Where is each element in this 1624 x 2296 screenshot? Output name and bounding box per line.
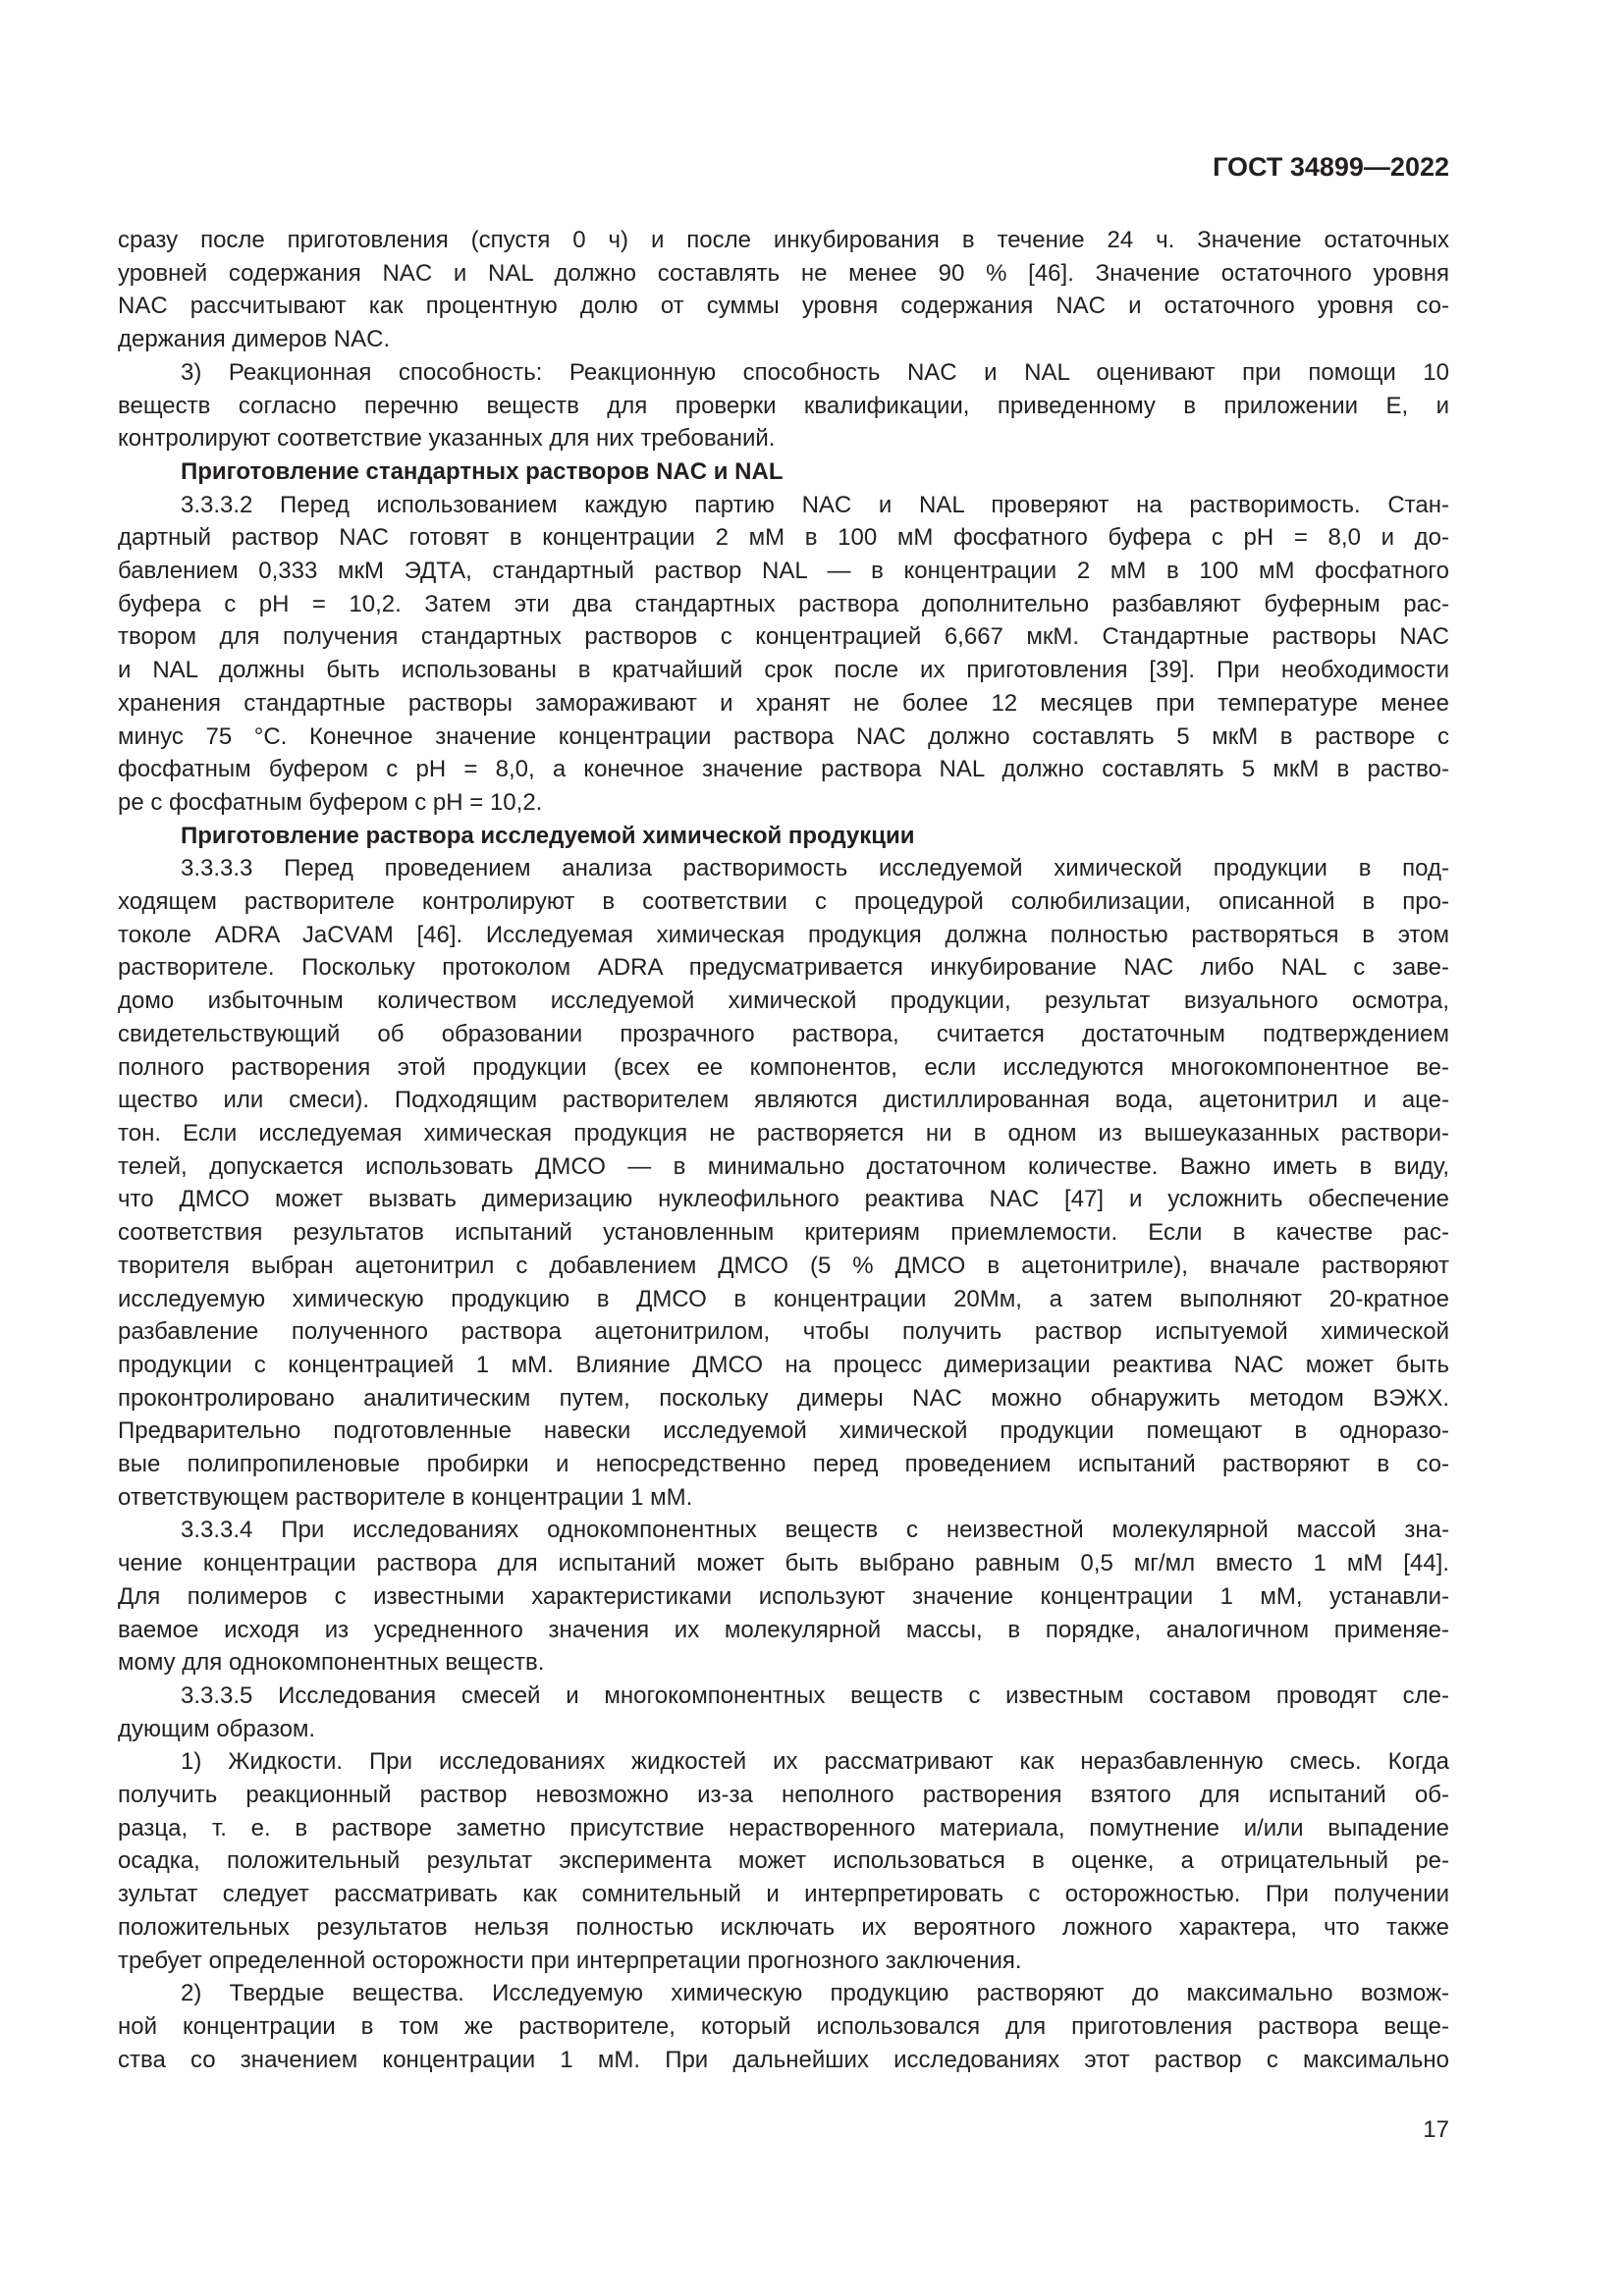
paragraph [118, 1745, 1449, 1977]
section-title [118, 455, 1449, 489]
text-line: токоле ADRA JaCVAM [46]. Исследуемая химическая продукция должна полностью растворяться в этом [118, 921, 1449, 948]
text-line: телей, допускается использовать ДМСО — в минимально достаточном количестве. Важно иметь в виду, [118, 1152, 1449, 1180]
text-line: твором для получения стандартных растворов с концентрацией 6,667 мкМ. Стандартные растворы NAC [118, 623, 1449, 651]
text-line: мому для однокомпонентных веществ. [118, 1649, 545, 1677]
text-line: минус 75 °С. Конечное значение концентрации раствора NAC должно составлять 5 мкМ в растворе с [118, 722, 1449, 750]
text-line: 3) Реакционная способность: Реакционную способность NAC и NAL оценивают при помощи 10 [181, 358, 1449, 386]
paragraph [118, 1977, 1449, 2076]
text-line: положительных результатов нельзя полностью исключать их вероятного ложного характера, что также [118, 1913, 1449, 1941]
text-line: дартный раствор NAC готовят в концентрации 2 мМ в 100 мМ фосфатного буфера с рН = 8,0 и до- [118, 524, 1449, 552]
text-line: получить реакционный раствор невозможно из-за неполного растворения взятого для испытаний об- [118, 1782, 1449, 1809]
text-line: Предварительно подготовленные навески исследуемой химической продукции помещают в одноразо- [118, 1417, 1449, 1445]
text-line: проконтролировано аналитическим путем, поскольку димеры NAC можно обнаружить методом ВЭЖХ. [118, 1384, 1449, 1412]
paragraph [118, 356, 1449, 455]
section-title-text: Приготовление раствора исследуемой химической продукции [181, 822, 915, 849]
document-body [118, 224, 1449, 2076]
paragraph [118, 1514, 1449, 1680]
text-line: свидетельствующий об образовании прозрачного раствора, считается достаточным подтверждением [118, 1020, 1449, 1047]
text-line: буфера с рН = 10,2. Затем эти два стандартных раствора дополнительно разбавляют буферным рас- [118, 590, 1449, 617]
text-line: 3.3.3.5 Исследования смесей и многокомпонентных веществ с известным составом проводят сле- [181, 1682, 1449, 1709]
text-line: ства со значением концентрации 1 мМ. При дальнейших исследованиях этот раствор с максимально [118, 2046, 1449, 2073]
text-line: 2) Твердые вещества. Исследуемую химическую продукцию растворяют до максимально возмож- [181, 1980, 1449, 2007]
text-line: ваемое исходя из усредненного значения их молекулярной массы, в порядке, аналогичном применяе- [118, 1616, 1449, 1643]
text-line: домо избыточным количеством исследуемой химической продукции, результат визуального осмотра, [118, 988, 1449, 1015]
text-line: фосфатным буфером с рН = 8,0, а конечное значение раствора NAL должно составлять 5 мкМ в раство- [118, 756, 1449, 783]
text-line: разца, т. е. в растворе заметно присутствие нерастворенного материала, помутнение и/или выпадение [118, 1814, 1449, 1842]
text-line: ной концентрации в том же растворителе, который использовался для приготовления раствора веще- [118, 2012, 1449, 2040]
text-line: дующим образом. [118, 1715, 316, 1742]
text-line: 3.3.3.4 При исследованиях однокомпонентных веществ с неизвестной молекулярной массой зна- [181, 1517, 1449, 1544]
paragraph [118, 489, 1449, 820]
text-line: растворителе. Поскольку протоколом ADRA предусматривается инкубирование NAC либо NAL с заве- [118, 954, 1449, 982]
document-header: ГОСТ 34899—2022 [1213, 152, 1449, 182]
text-line: NAC рассчитывают как процентную долю от суммы уровня содержания NAC и остаточного уровня со- [118, 293, 1449, 320]
text-line: 3.3.3.2 Перед использованием каждую партию NAC и NAL проверяют на растворимость. Стан- [181, 491, 1449, 518]
text-line: хранения стандартные растворы замораживают и хранят не более 12 месяцев при температуре менее [118, 689, 1449, 717]
section-title-text: Приготовление стандартных растворов NAC и NAL [181, 457, 784, 485]
text-line: веществ согласно перечню веществ для проверки квалификации, приведенному в приложении Е, и [118, 392, 1449, 419]
text-line: требует определенной осторожности при интерпретации прогнозного заключения. [118, 1947, 1022, 1974]
text-line: бавлением 0,333 мкМ ЭДТА, стандартный раствор NAL — в концентрации 2 мМ в 100 мМ фосфатного [118, 558, 1449, 585]
text-line: тон. Если исследуемая химическая продукция не растворяется ни в одном из вышеуказанных раствори- [118, 1119, 1449, 1147]
paragraph [118, 224, 1449, 356]
text-line: уровней содержания NAC и NAL должно составлять не менее 90 % [46]. Значение остаточного уровня [118, 259, 1449, 287]
text-line: исследуемую химическую продукцию в ДМСО в концентрации 20Мм, а затем выполняют 20-кратное [118, 1285, 1449, 1312]
text-line: ответствующем растворителе в концентрации 1 мМ. [118, 1483, 693, 1511]
text-line: разбавление полученного раствора ацетонитрилом, чтобы получить раствор испытуемой химической [118, 1318, 1449, 1346]
text-line: зультат следует рассматривать как сомнительный и интерпретировать с осторожностью. При получении [118, 1881, 1449, 1908]
text-line: Для полимеров с известными характеристиками используют значение концентрации 1 мМ, устанавли- [118, 1582, 1449, 1610]
text-line: соответствия результатов испытаний установленным критериям приемлемости. Если в качестве рас- [118, 1219, 1449, 1247]
text-line: ре с фосфатным буфером с рН = 10,2. [118, 788, 543, 816]
text-line: осадка, положительный результат эксперимента может использоваться в оценке, а отрицательный ре- [118, 1847, 1449, 1875]
text-line: творителя выбран ацетонитрил с добавлением ДМСО (5 % ДМСО в ацетонитриле), вначале растворяют [118, 1252, 1449, 1279]
section-title [118, 820, 1449, 853]
text-line: 3.3.3.3 Перед проведением анализа растворимость исследуемой химической продукции в под- [181, 855, 1449, 882]
text-line: ходящем растворителе контролируют в соответствии с процедурой солюбилизации, описанной в про- [118, 888, 1449, 916]
text-line: щество или смеси). Подходящим растворителем являются дистиллированная вода, ацетонитрил и аце- [118, 1087, 1449, 1114]
text-line: продукции с концентрацией 1 мМ. Влияние ДМСО на процесс димеризации реактива NAC может быть [118, 1351, 1449, 1378]
text-line: 1) Жидкости. При исследованиях жидкостей их рассматривают как неразбавленную смесь. Когда [181, 1748, 1449, 1776]
text-line: контролируют соответствие указанных для них требований. [118, 425, 776, 453]
text-line: полного растворения этой продукции (всех ее компонентов, если исследуются многокомпонентное ве- [118, 1053, 1449, 1081]
page-number: 17 [1423, 2116, 1449, 2143]
paragraph [118, 1680, 1449, 1745]
text-line: что ДМСО может вызвать димеризацию нуклеофильного реактива NAC [47] и усложнить обеспечение [118, 1186, 1449, 1213]
text-line: держания димеров NAC. [118, 326, 391, 353]
text-line: сразу после приготовления (спустя 0 ч) и после инкубирования в течение 24 ч. Значение остаточных [118, 227, 1449, 253]
text-line: вые полипропиленовые пробирки и непосредственно перед проведением испытаний растворяют в со- [118, 1451, 1449, 1478]
text-line: и NAL должны быть использованы в кратчайший срок после их приготовления [39]. При необходимости [118, 657, 1449, 684]
paragraph [118, 852, 1449, 1514]
text-line: чение концентрации раствора для испытаний может быть выбрано равным 0,5 мг/мл вместо 1 мМ [44]. [118, 1550, 1449, 1577]
